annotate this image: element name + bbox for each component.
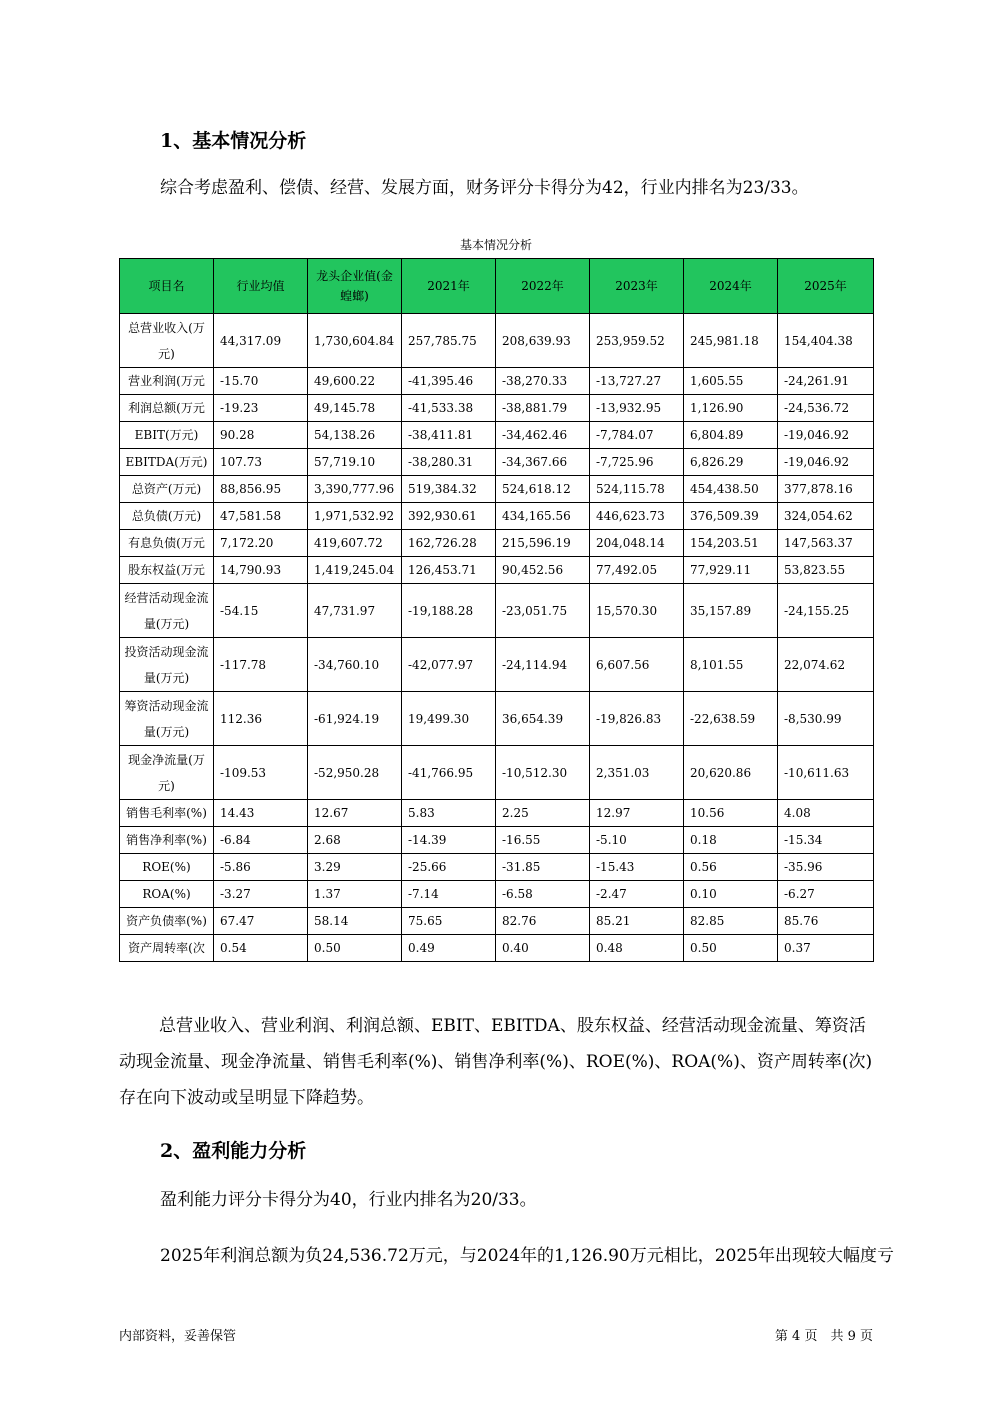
table-cell: -41,766.95 — [402, 746, 496, 800]
table-cell: 112.36 — [214, 692, 308, 746]
table-cell: 0.48 — [590, 935, 684, 962]
table-cell: 82.85 — [684, 908, 778, 935]
row-label: 经营活动现金流量(万元) — [120, 584, 214, 638]
table-cell: -19,046.92 — [778, 422, 874, 449]
table-row — [120, 422, 874, 449]
footer-confidential: 内部资料，妥善保管 — [119, 1329, 237, 1344]
table-row — [120, 854, 874, 881]
row-label: 总资产(万元) — [120, 476, 214, 503]
table-cell: 524,618.12 — [496, 476, 590, 503]
table-row — [120, 503, 874, 530]
table-cell: 0.18 — [684, 827, 778, 854]
table-cell: -6.84 — [214, 827, 308, 854]
row-label: 利润总额(万元 — [120, 395, 214, 422]
table-cell: 0.37 — [778, 935, 874, 962]
table-cell: 12.67 — [308, 800, 402, 827]
table-cell: 57,719.10 — [308, 449, 402, 476]
table-cell: -5.86 — [214, 854, 308, 881]
table-row — [120, 935, 874, 962]
table-cell: 147,563.37 — [778, 530, 874, 557]
table-row — [120, 395, 874, 422]
header-industry-avg: 行业均值 — [214, 259, 308, 314]
table-cell: -109.53 — [214, 746, 308, 800]
table-cell: 44,317.09 — [214, 314, 308, 368]
table-cell: 54,138.26 — [308, 422, 402, 449]
table-cell: 49,600.22 — [308, 368, 402, 395]
table-row — [120, 314, 874, 368]
table-cell: 75.65 — [402, 908, 496, 935]
table-cell: 10.56 — [684, 800, 778, 827]
table-cell: -34,760.10 — [308, 638, 402, 692]
table-cell: 20,620.86 — [684, 746, 778, 800]
trend-note-text: 总营业收入、营业利润、利润总额、EBIT、EBITDA、股东权益、经营活动现金流量、筹资活动现金流量、现金净流量、销售毛利率(%)、销售净利率(%)、ROE(%)、ROA(%)、资产周转率(次)存在向下波动或呈明显下降趋势。 — [119, 1016, 873, 1108]
table-cell: 257,785.75 — [402, 314, 496, 368]
table-cell: 324,054.62 — [778, 503, 874, 530]
table-row — [120, 827, 874, 854]
table-cell: 0.50 — [684, 935, 778, 962]
table-cell: -13,727.27 — [590, 368, 684, 395]
table-cell: 2,351.03 — [590, 746, 684, 800]
table-cell: -117.78 — [214, 638, 308, 692]
table-cell: 67.47 — [214, 908, 308, 935]
table-cell: 0.40 — [496, 935, 590, 962]
table-cell: -10,512.30 — [496, 746, 590, 800]
table-row — [120, 368, 874, 395]
table-cell: 253,959.52 — [590, 314, 684, 368]
table-cell: 14.43 — [214, 800, 308, 827]
table-cell: 90,452.56 — [496, 557, 590, 584]
table-cell: 82.76 — [496, 908, 590, 935]
table-cell: -54.15 — [214, 584, 308, 638]
section-2-score: 盈利能力评分卡得分为40，行业内排名为20/33。 — [160, 1190, 537, 1210]
row-label: EBIT(万元) — [120, 422, 214, 449]
row-label: 总营业收入(万元) — [120, 314, 214, 368]
table-cell: 1,971,532.92 — [308, 503, 402, 530]
table-row — [120, 584, 874, 638]
row-label: ROE(%) — [120, 854, 214, 881]
table-row — [120, 908, 874, 935]
table-cell: 245,981.18 — [684, 314, 778, 368]
row-label: 销售毛利率(%) — [120, 800, 214, 827]
table-cell: -2.47 — [590, 881, 684, 908]
table-cell: -38,881.79 — [496, 395, 590, 422]
table-cell: 1,730,604.84 — [308, 314, 402, 368]
table-cell: 3.29 — [308, 854, 402, 881]
table-cell: 7,172.20 — [214, 530, 308, 557]
table-cell: 12.97 — [590, 800, 684, 827]
section-2-detail: 2025年利润总额为负24,536.72万元，与2024年的1,126.90万元相比，2025年出现较大幅度亏 — [160, 1246, 895, 1266]
table-row — [120, 881, 874, 908]
table-cell: -31.85 — [496, 854, 590, 881]
table-cell: 6,607.56 — [590, 638, 684, 692]
trend-note — [119, 1008, 873, 1116]
table-cell: 154,203.51 — [684, 530, 778, 557]
table-cell: -15.70 — [214, 368, 308, 395]
table-cell: -19,188.28 — [402, 584, 496, 638]
table-cell: 107.73 — [214, 449, 308, 476]
table-cell: 85.21 — [590, 908, 684, 935]
table-cell: -38,280.31 — [402, 449, 496, 476]
header-2024: 2024年 — [684, 259, 778, 314]
table-cell: -38,270.33 — [496, 368, 590, 395]
table-cell: 434,165.56 — [496, 503, 590, 530]
row-label: 资产负债率(%) — [120, 908, 214, 935]
table-cell: 0.54 — [214, 935, 308, 962]
table-header-row — [120, 259, 874, 314]
table-cell: 8,101.55 — [684, 638, 778, 692]
row-label: 现金净流量(万元) — [120, 746, 214, 800]
table-caption: 基本情况分析 — [459, 238, 532, 252]
table-cell: 19,499.30 — [402, 692, 496, 746]
header-2021: 2021年 — [402, 259, 496, 314]
table-cell: -7,725.96 — [590, 449, 684, 476]
table-cell: 15,570.30 — [590, 584, 684, 638]
table-cell: 0.49 — [402, 935, 496, 962]
row-label: EBITDA(万元) — [120, 449, 214, 476]
table-cell: 376,509.39 — [684, 503, 778, 530]
table-cell: 2.25 — [496, 800, 590, 827]
table-cell: -7.14 — [402, 881, 496, 908]
table-cell: 85.76 — [778, 908, 874, 935]
table-cell: -3.27 — [214, 881, 308, 908]
table-cell: -13,932.95 — [590, 395, 684, 422]
table-cell: 3,390,777.96 — [308, 476, 402, 503]
table-cell: -23,051.75 — [496, 584, 590, 638]
table-cell: 162,726.28 — [402, 530, 496, 557]
table-cell: 0.50 — [308, 935, 402, 962]
table-cell: -15.43 — [590, 854, 684, 881]
table-cell: 377,878.16 — [778, 476, 874, 503]
header-leader: 龙头企业值(金蝗螂) — [308, 259, 402, 314]
table-cell: 88,856.95 — [214, 476, 308, 503]
table-cell: -61,924.19 — [308, 692, 402, 746]
row-label: 有息负债(万元 — [120, 530, 214, 557]
table-cell: 419,607.72 — [308, 530, 402, 557]
table-cell: 1,126.90 — [684, 395, 778, 422]
table-row — [120, 638, 874, 692]
table-cell: 36,654.39 — [496, 692, 590, 746]
footer-page-number: 第 4 页 共 9 页 — [774, 1329, 873, 1344]
row-label: 资产周转率(次 — [120, 935, 214, 962]
table-cell: -8,530.99 — [778, 692, 874, 746]
header-2022: 2022年 — [496, 259, 590, 314]
table-cell: 215,596.19 — [496, 530, 590, 557]
table-body — [120, 314, 874, 962]
table-cell: 1,419,245.04 — [308, 557, 402, 584]
table-cell: -41,533.38 — [402, 395, 496, 422]
table-cell: -42,077.97 — [402, 638, 496, 692]
table-row — [120, 557, 874, 584]
table-cell: 14,790.93 — [214, 557, 308, 584]
table-cell: -24,261.91 — [778, 368, 874, 395]
table-cell: -19,046.92 — [778, 449, 874, 476]
table-cell: -35.96 — [778, 854, 874, 881]
row-label: 股东权益(万元 — [120, 557, 214, 584]
financial-table — [119, 258, 874, 962]
table-cell: -10,611.63 — [778, 746, 874, 800]
table-cell: 1.37 — [308, 881, 402, 908]
table-cell: 524,115.78 — [590, 476, 684, 503]
table-cell: -38,411.81 — [402, 422, 496, 449]
table-cell: -14.39 — [402, 827, 496, 854]
table-cell: 154,404.38 — [778, 314, 874, 368]
row-label: 投资活动现金流量(万元) — [120, 638, 214, 692]
table-cell: 0.56 — [684, 854, 778, 881]
table-cell: -7,784.07 — [590, 422, 684, 449]
table-cell: 446,623.73 — [590, 503, 684, 530]
row-label: 筹资活动现金流量(万元) — [120, 692, 214, 746]
section-2-heading: 2、盈利能力分析 — [160, 1140, 307, 1162]
table-row — [120, 746, 874, 800]
table-cell: 77,929.11 — [684, 557, 778, 584]
table-cell: 208,639.93 — [496, 314, 590, 368]
table-cell: 53,823.55 — [778, 557, 874, 584]
row-label: 销售净利率(%) — [120, 827, 214, 854]
row-label: 总负债(万元) — [120, 503, 214, 530]
table-cell: 5.83 — [402, 800, 496, 827]
table-cell: -25.66 — [402, 854, 496, 881]
table-cell: -24,536.72 — [778, 395, 874, 422]
table-row — [120, 449, 874, 476]
table-cell: 49,145.78 — [308, 395, 402, 422]
header-item: 项目名 — [120, 259, 214, 314]
table-cell: -22,638.59 — [684, 692, 778, 746]
table-row — [120, 800, 874, 827]
table-cell: -34,367.66 — [496, 449, 590, 476]
table-cell: -52,950.28 — [308, 746, 402, 800]
table-cell: -19,826.83 — [590, 692, 684, 746]
table-cell: 58.14 — [308, 908, 402, 935]
table-cell: 519,384.32 — [402, 476, 496, 503]
table-cell: 47,581.58 — [214, 503, 308, 530]
table-cell: 204,048.14 — [590, 530, 684, 557]
table-cell: 0.10 — [684, 881, 778, 908]
table-row — [120, 692, 874, 746]
section-1-summary: 综合考虑盈利、偿债、经营、发展方面，财务评分卡得分为42，行业内排名为23/33。 — [160, 178, 809, 198]
header-2025: 2025年 — [778, 259, 874, 314]
table-cell: 6,804.89 — [684, 422, 778, 449]
table-cell: -19.23 — [214, 395, 308, 422]
table-cell: -16.55 — [496, 827, 590, 854]
table-cell: 22,074.62 — [778, 638, 874, 692]
header-2023: 2023年 — [590, 259, 684, 314]
table-cell: 126,453.71 — [402, 557, 496, 584]
table-cell: -34,462.46 — [496, 422, 590, 449]
table-cell: 35,157.89 — [684, 584, 778, 638]
table-row — [120, 476, 874, 503]
row-label: 营业利润(万元 — [120, 368, 214, 395]
table-cell: 90.28 — [214, 422, 308, 449]
table-cell: 1,605.55 — [684, 368, 778, 395]
row-label: ROA(%) — [120, 881, 214, 908]
table-cell: 392,930.61 — [402, 503, 496, 530]
table-cell: 47,731.97 — [308, 584, 402, 638]
table-cell: 454,438.50 — [684, 476, 778, 503]
table-cell: 4.08 — [778, 800, 874, 827]
section-1-heading: 1、基本情况分析 — [160, 130, 307, 152]
table-cell: -41,395.46 — [402, 368, 496, 395]
table-cell: -6.27 — [778, 881, 874, 908]
table-cell: -24,114.94 — [496, 638, 590, 692]
table-cell: -6.58 — [496, 881, 590, 908]
table-row — [120, 530, 874, 557]
table-cell: -15.34 — [778, 827, 874, 854]
table-cell: 6,826.29 — [684, 449, 778, 476]
table-cell: -5.10 — [590, 827, 684, 854]
table-cell: 2.68 — [308, 827, 402, 854]
table-cell: 77,492.05 — [590, 557, 684, 584]
table-cell: -24,155.25 — [778, 584, 874, 638]
